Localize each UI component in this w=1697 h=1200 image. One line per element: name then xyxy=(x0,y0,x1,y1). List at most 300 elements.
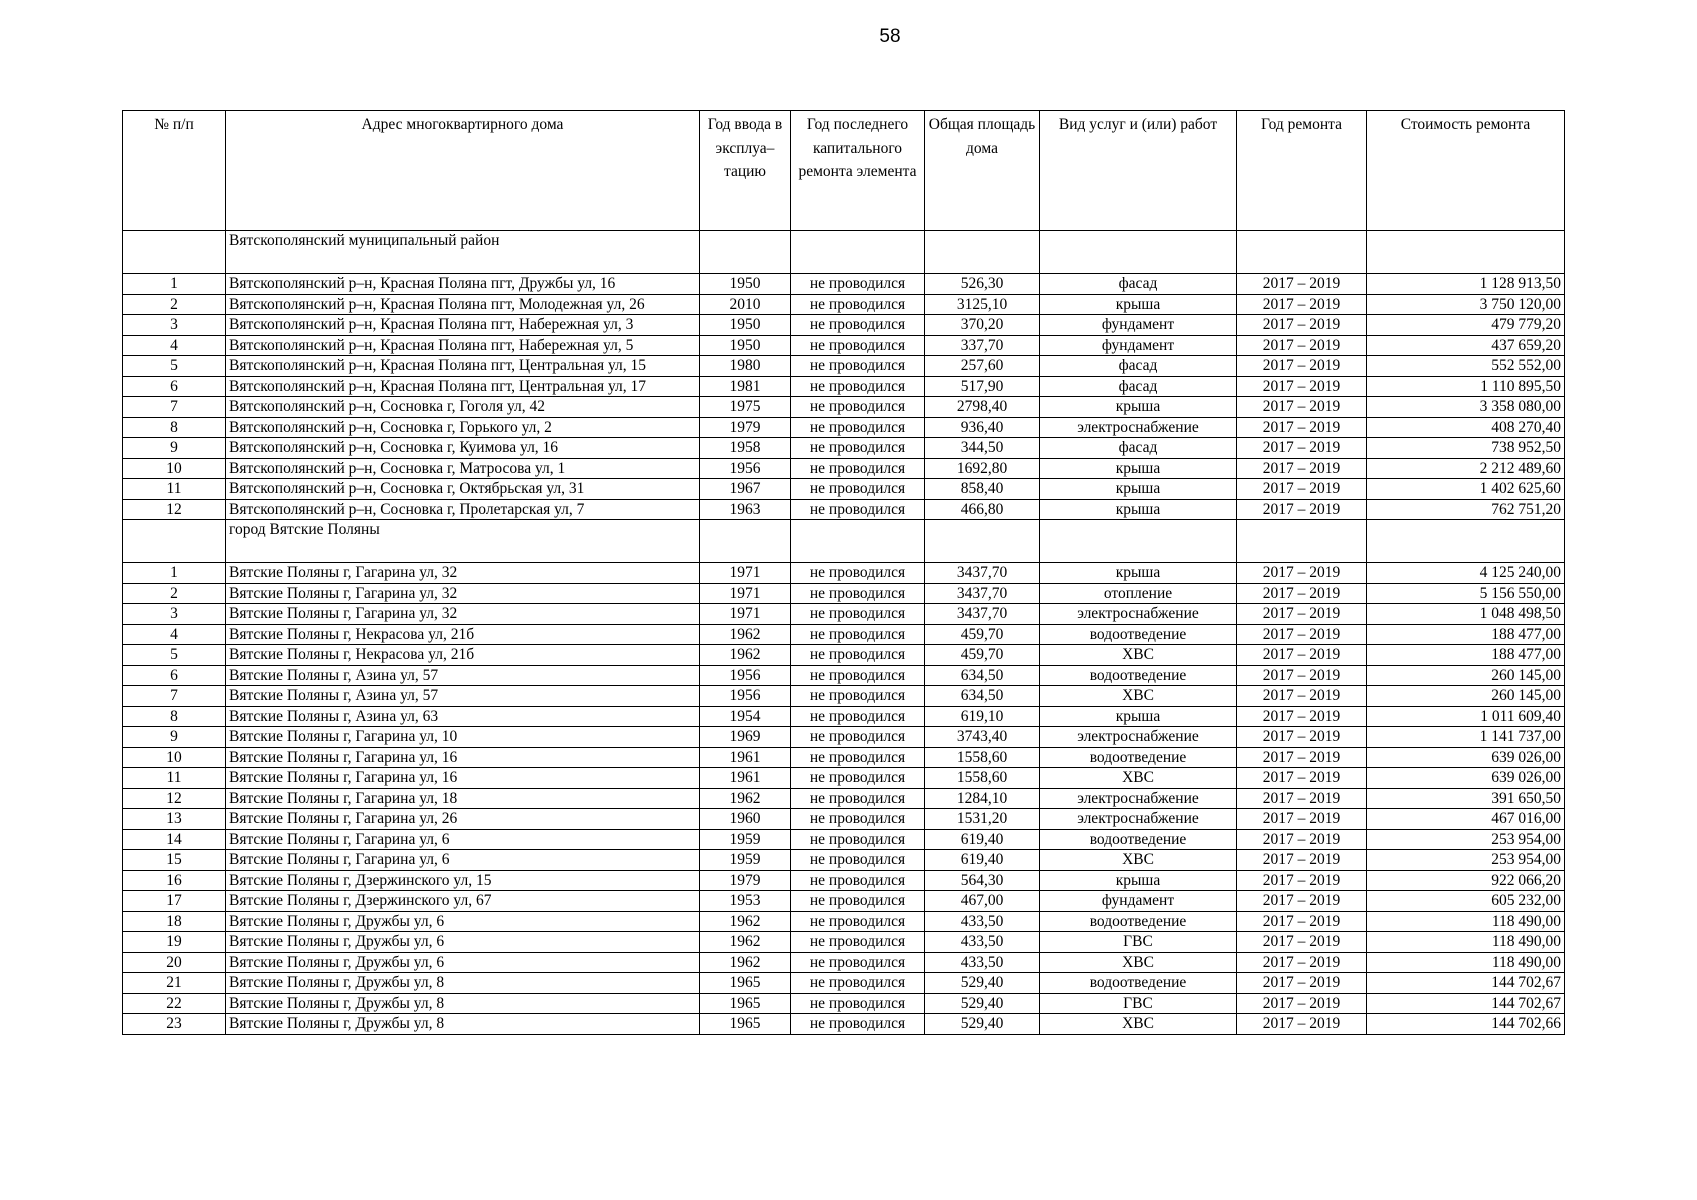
cell-last-repair-year: не проводился xyxy=(791,829,925,850)
cell-service-type: ГВС xyxy=(1040,993,1237,1014)
section-empty-cell xyxy=(700,520,791,563)
cell-number: 4 xyxy=(123,335,226,356)
section-empty-cell xyxy=(925,520,1040,563)
cell-last-repair-year: не проводился xyxy=(791,809,925,830)
table-row xyxy=(123,645,1565,666)
table-row xyxy=(123,438,1565,459)
cell-number: 5 xyxy=(123,356,226,377)
cell-service-type: фундамент xyxy=(1040,315,1237,336)
cell-number: 14 xyxy=(123,829,226,850)
cell-service-type: электроснабжение xyxy=(1040,788,1237,809)
cell-repair-year: 2017 – 2019 xyxy=(1237,727,1367,748)
cell-repair-cost: 260 145,00 xyxy=(1367,686,1565,707)
cell-address: Вятские Поляны г, Гагарина ул, 32 xyxy=(226,604,700,625)
cell-repair-cost: 3 358 080,00 xyxy=(1367,397,1565,418)
cell-address: Вятские Поляны г, Гагарина ул, 26 xyxy=(226,809,700,830)
cell-repair-year: 2017 – 2019 xyxy=(1237,870,1367,891)
cell-address: Вятскополянский р–н, Сосновка г, Октябрьская ул, 31 xyxy=(226,479,700,500)
cell-total-area: 3743,40 xyxy=(925,727,1040,748)
cell-total-area: 858,40 xyxy=(925,479,1040,500)
cell-commission-year: 1961 xyxy=(700,768,791,789)
cell-service-type: крыша xyxy=(1040,294,1237,315)
cell-commission-year: 1956 xyxy=(700,686,791,707)
cell-repair-cost: 253 954,00 xyxy=(1367,850,1565,871)
cell-repair-year: 2017 – 2019 xyxy=(1237,335,1367,356)
section-row xyxy=(123,231,1565,274)
section-row xyxy=(123,520,1565,563)
cell-total-area: 619,40 xyxy=(925,850,1040,871)
cell-last-repair-year: не проводился xyxy=(791,850,925,871)
table-row xyxy=(123,788,1565,809)
cell-total-area: 257,60 xyxy=(925,356,1040,377)
cell-address: Вятские Поляны г, Гагарина ул, 6 xyxy=(226,829,700,850)
cell-total-area: 433,50 xyxy=(925,952,1040,973)
cell-commission-year: 1953 xyxy=(700,891,791,912)
cell-commission-year: 1971 xyxy=(700,583,791,604)
cell-address: Вятские Поляны г, Некрасова ул, 21б xyxy=(226,624,700,645)
cell-last-repair-year: не проводился xyxy=(791,706,925,727)
cell-total-area: 517,90 xyxy=(925,376,1040,397)
cell-number: 8 xyxy=(123,706,226,727)
cell-number: 11 xyxy=(123,768,226,789)
cell-number: 20 xyxy=(123,952,226,973)
cell-commission-year: 1965 xyxy=(700,1014,791,1035)
cell-service-type: крыша xyxy=(1040,458,1237,479)
cell-address: Вятскополянский р–н, Красная Поляна пгт, Набережная ул, 3 xyxy=(226,315,700,336)
cell-service-type: электроснабжение xyxy=(1040,809,1237,830)
cell-total-area: 466,80 xyxy=(925,499,1040,520)
cell-address: Вятские Поляны г, Дзержинского ул, 67 xyxy=(226,891,700,912)
cell-repair-year: 2017 – 2019 xyxy=(1237,417,1367,438)
cell-total-area: 3437,70 xyxy=(925,563,1040,584)
cell-service-type: крыша xyxy=(1040,563,1237,584)
cell-repair-cost: 188 477,00 xyxy=(1367,645,1565,666)
cell-repair-cost: 4 125 240,00 xyxy=(1367,563,1565,584)
cell-last-repair-year: не проводился xyxy=(791,294,925,315)
cell-repair-cost: 118 490,00 xyxy=(1367,911,1565,932)
cell-total-area: 634,50 xyxy=(925,665,1040,686)
cell-number: 9 xyxy=(123,727,226,748)
cell-number: 10 xyxy=(123,747,226,768)
cell-number: 1 xyxy=(123,563,226,584)
cell-last-repair-year: не проводился xyxy=(791,583,925,604)
cell-commission-year: 1962 xyxy=(700,952,791,973)
cell-repair-year: 2017 – 2019 xyxy=(1237,973,1367,994)
cell-repair-year: 2017 – 2019 xyxy=(1237,645,1367,666)
cell-repair-year: 2017 – 2019 xyxy=(1237,604,1367,625)
cell-last-repair-year: не проводился xyxy=(791,911,925,932)
table-row xyxy=(123,829,1565,850)
cell-service-type: ХВС xyxy=(1040,952,1237,973)
cell-address: Вятские Поляны г, Дружбы ул, 6 xyxy=(226,952,700,973)
cell-address: Вятские Поляны г, Азина ул, 57 xyxy=(226,665,700,686)
cell-repair-year: 2017 – 2019 xyxy=(1237,932,1367,953)
cell-address: Вятские Поляны г, Гагарина ул, 18 xyxy=(226,788,700,809)
section-empty-cell xyxy=(1367,520,1565,563)
cell-total-area: 1284,10 xyxy=(925,788,1040,809)
cell-commission-year: 1961 xyxy=(700,747,791,768)
table-row xyxy=(123,376,1565,397)
cell-total-area: 564,30 xyxy=(925,870,1040,891)
cell-address: Вятские Поляны г, Дружбы ул, 6 xyxy=(226,911,700,932)
cell-commission-year: 2010 xyxy=(700,294,791,315)
table-row xyxy=(123,686,1565,707)
cell-address: Вятские Поляны г, Некрасова ул, 21б xyxy=(226,645,700,666)
cell-address: Вятские Поляны г, Гагарина ул, 10 xyxy=(226,727,700,748)
section-empty-cell xyxy=(1040,520,1237,563)
cell-service-type: крыша xyxy=(1040,706,1237,727)
cell-repair-cost: 922 066,20 xyxy=(1367,870,1565,891)
cell-repair-year: 2017 – 2019 xyxy=(1237,993,1367,1014)
cell-repair-year: 2017 – 2019 xyxy=(1237,891,1367,912)
section-empty-cell xyxy=(791,231,925,274)
cell-service-type: водоотведение xyxy=(1040,911,1237,932)
table-row xyxy=(123,952,1565,973)
table-row xyxy=(123,973,1565,994)
cell-total-area: 1531,20 xyxy=(925,809,1040,830)
cell-last-repair-year: не проводился xyxy=(791,315,925,336)
cell-total-area: 433,50 xyxy=(925,932,1040,953)
table-row xyxy=(123,356,1565,377)
cell-number: 10 xyxy=(123,458,226,479)
cell-service-type: электроснабжение xyxy=(1040,417,1237,438)
cell-number: 12 xyxy=(123,788,226,809)
section-empty-cell xyxy=(1367,231,1565,274)
cell-commission-year: 1959 xyxy=(700,829,791,850)
cell-service-type: ХВС xyxy=(1040,1014,1237,1035)
cell-total-area: 344,50 xyxy=(925,438,1040,459)
cell-repair-cost: 1 141 737,00 xyxy=(1367,727,1565,748)
cell-address: Вятскополянский р–н, Сосновка г, Куимова ул, 16 xyxy=(226,438,700,459)
cell-total-area: 619,10 xyxy=(925,706,1040,727)
repair-register-table xyxy=(122,110,1565,1035)
cell-commission-year: 1962 xyxy=(700,788,791,809)
cell-commission-year: 1950 xyxy=(700,274,791,295)
cell-number: 15 xyxy=(123,850,226,871)
table-row xyxy=(123,727,1565,748)
cell-commission-year: 1969 xyxy=(700,727,791,748)
cell-repair-cost: 1 128 913,50 xyxy=(1367,274,1565,295)
cell-total-area: 529,40 xyxy=(925,1014,1040,1035)
cell-commission-year: 1962 xyxy=(700,645,791,666)
cell-number: 3 xyxy=(123,604,226,625)
cell-address: Вятскополянский р–н, Красная Поляна пгт, Набережная ул, 5 xyxy=(226,335,700,356)
cell-commission-year: 1975 xyxy=(700,397,791,418)
cell-number: 7 xyxy=(123,397,226,418)
table-row xyxy=(123,1014,1565,1035)
cell-commission-year: 1950 xyxy=(700,335,791,356)
cell-number: 11 xyxy=(123,479,226,500)
cell-service-type: водоотведение xyxy=(1040,747,1237,768)
cell-last-repair-year: не проводился xyxy=(791,438,925,459)
cell-address: Вятские Поляны г, Гагарина ул, 16 xyxy=(226,768,700,789)
cell-repair-year: 2017 – 2019 xyxy=(1237,829,1367,850)
cell-repair-year: 2017 – 2019 xyxy=(1237,479,1367,500)
cell-repair-year: 2017 – 2019 xyxy=(1237,850,1367,871)
cell-commission-year: 1971 xyxy=(700,563,791,584)
cell-last-repair-year: не проводился xyxy=(791,788,925,809)
cell-repair-year: 2017 – 2019 xyxy=(1237,356,1367,377)
cell-commission-year: 1980 xyxy=(700,356,791,377)
header-commission-year: Год ввода в эксплуа– тацию xyxy=(700,111,791,231)
header-repair-year: Год ремонта xyxy=(1237,111,1367,231)
cell-number: 3 xyxy=(123,315,226,336)
cell-total-area: 459,70 xyxy=(925,645,1040,666)
cell-last-repair-year: не проводился xyxy=(791,727,925,748)
cell-number: 23 xyxy=(123,1014,226,1035)
cell-address: Вятские Поляны г, Дзержинского ул, 15 xyxy=(226,870,700,891)
cell-service-type: ХВС xyxy=(1040,850,1237,871)
header-number: № п/п xyxy=(123,111,226,231)
cell-service-type: фасад xyxy=(1040,274,1237,295)
cell-repair-cost: 738 952,50 xyxy=(1367,438,1565,459)
cell-total-area: 3437,70 xyxy=(925,583,1040,604)
cell-total-area: 3125,10 xyxy=(925,294,1040,315)
cell-commission-year: 1960 xyxy=(700,809,791,830)
cell-last-repair-year: не проводился xyxy=(791,274,925,295)
table-row xyxy=(123,993,1565,1014)
table-row xyxy=(123,563,1565,584)
table-row xyxy=(123,911,1565,932)
cell-address: Вятскополянский р–н, Сосновка г, Матросова ул, 1 xyxy=(226,458,700,479)
cell-last-repair-year: не проводился xyxy=(791,768,925,789)
cell-address: Вятские Поляны г, Гагарина ул, 32 xyxy=(226,563,700,584)
cell-repair-cost: 605 232,00 xyxy=(1367,891,1565,912)
cell-number: 4 xyxy=(123,624,226,645)
cell-repair-year: 2017 – 2019 xyxy=(1237,583,1367,604)
table-row xyxy=(123,417,1565,438)
cell-commission-year: 1979 xyxy=(700,417,791,438)
cell-service-type: ХВС xyxy=(1040,645,1237,666)
cell-service-type: фундамент xyxy=(1040,891,1237,912)
table-row xyxy=(123,335,1565,356)
table-row xyxy=(123,870,1565,891)
cell-repair-year: 2017 – 2019 xyxy=(1237,397,1367,418)
cell-last-repair-year: не проводился xyxy=(791,417,925,438)
cell-number: 2 xyxy=(123,583,226,604)
cell-number: 21 xyxy=(123,973,226,994)
section-empty-cell xyxy=(123,231,226,274)
cell-repair-year: 2017 – 2019 xyxy=(1237,274,1367,295)
cell-service-type: водоотведение xyxy=(1040,829,1237,850)
cell-last-repair-year: не проводился xyxy=(791,952,925,973)
cell-number: 8 xyxy=(123,417,226,438)
cell-address: Вятские Поляны г, Дружбы ул, 8 xyxy=(226,973,700,994)
cell-repair-cost: 408 270,40 xyxy=(1367,417,1565,438)
cell-number: 7 xyxy=(123,686,226,707)
cell-service-type: фасад xyxy=(1040,438,1237,459)
cell-number: 2 xyxy=(123,294,226,315)
cell-repair-cost: 5 156 550,00 xyxy=(1367,583,1565,604)
header-total-area: Общая площадь дома xyxy=(925,111,1040,231)
section-title: город Вятские Поляны xyxy=(226,520,700,563)
cell-repair-year: 2017 – 2019 xyxy=(1237,706,1367,727)
cell-repair-cost: 2 212 489,60 xyxy=(1367,458,1565,479)
cell-total-area: 619,40 xyxy=(925,829,1040,850)
cell-repair-cost: 144 702,67 xyxy=(1367,993,1565,1014)
cell-repair-cost: 260 145,00 xyxy=(1367,665,1565,686)
cell-address: Вятскополянский р–н, Сосновка г, Горького ул, 2 xyxy=(226,417,700,438)
cell-last-repair-year: не проводился xyxy=(791,397,925,418)
cell-service-type: водоотведение xyxy=(1040,973,1237,994)
cell-service-type: фундамент xyxy=(1040,335,1237,356)
cell-total-area: 1558,60 xyxy=(925,747,1040,768)
cell-repair-cost: 1 402 625,60 xyxy=(1367,479,1565,500)
cell-repair-year: 2017 – 2019 xyxy=(1237,1014,1367,1035)
cell-total-area: 3437,70 xyxy=(925,604,1040,625)
table-row xyxy=(123,583,1565,604)
table-row xyxy=(123,479,1565,500)
cell-last-repair-year: не проводился xyxy=(791,563,925,584)
cell-number: 9 xyxy=(123,438,226,459)
cell-address: Вятскополянский р–н, Красная Поляна пгт, Центральная ул, 15 xyxy=(226,356,700,377)
cell-number: 17 xyxy=(123,891,226,912)
cell-total-area: 634,50 xyxy=(925,686,1040,707)
cell-total-area: 459,70 xyxy=(925,624,1040,645)
cell-last-repair-year: не проводился xyxy=(791,604,925,625)
section-empty-cell xyxy=(1237,520,1367,563)
cell-last-repair-year: не проводился xyxy=(791,1014,925,1035)
table-row xyxy=(123,932,1565,953)
cell-total-area: 1692,80 xyxy=(925,458,1040,479)
cell-repair-year: 2017 – 2019 xyxy=(1237,376,1367,397)
section-empty-cell xyxy=(700,231,791,274)
cell-commission-year: 1971 xyxy=(700,604,791,625)
cell-repair-cost: 1 011 609,40 xyxy=(1367,706,1565,727)
table-row xyxy=(123,315,1565,336)
cell-number: 13 xyxy=(123,809,226,830)
table-row xyxy=(123,706,1565,727)
header-last-repair-year: Год последнего капитального ремонта элемента xyxy=(791,111,925,231)
cell-service-type: ГВС xyxy=(1040,932,1237,953)
header-repair-cost: Стоимость ремонта xyxy=(1367,111,1565,231)
cell-repair-cost: 467 016,00 xyxy=(1367,809,1565,830)
cell-repair-cost: 762 751,20 xyxy=(1367,499,1565,520)
table-row xyxy=(123,891,1565,912)
cell-commission-year: 1962 xyxy=(700,911,791,932)
cell-repair-year: 2017 – 2019 xyxy=(1237,911,1367,932)
cell-service-type: крыша xyxy=(1040,397,1237,418)
cell-commission-year: 1965 xyxy=(700,973,791,994)
cell-repair-year: 2017 – 2019 xyxy=(1237,788,1367,809)
cell-last-repair-year: не проводился xyxy=(791,335,925,356)
cell-repair-cost: 144 702,67 xyxy=(1367,973,1565,994)
cell-commission-year: 1962 xyxy=(700,624,791,645)
table-row xyxy=(123,768,1565,789)
cell-repair-cost: 118 490,00 xyxy=(1367,952,1565,973)
page-number: 58 xyxy=(879,26,901,47)
cell-repair-cost: 639 026,00 xyxy=(1367,747,1565,768)
cell-address: Вятскополянский р–н, Сосновка г, Гоголя ул, 42 xyxy=(226,397,700,418)
cell-address: Вятскополянский р–н, Сосновка г, Пролетарская ул, 7 xyxy=(226,499,700,520)
cell-total-area: 936,40 xyxy=(925,417,1040,438)
cell-repair-cost: 253 954,00 xyxy=(1367,829,1565,850)
table-row xyxy=(123,499,1565,520)
cell-repair-year: 2017 – 2019 xyxy=(1237,315,1367,336)
cell-last-repair-year: не проводился xyxy=(791,499,925,520)
table-row xyxy=(123,458,1565,479)
section-empty-cell xyxy=(1040,231,1237,274)
cell-service-type: отопление xyxy=(1040,583,1237,604)
cell-total-area: 433,50 xyxy=(925,911,1040,932)
cell-repair-year: 2017 – 2019 xyxy=(1237,294,1367,315)
cell-last-repair-year: не проводился xyxy=(791,624,925,645)
table-row xyxy=(123,850,1565,871)
cell-commission-year: 1979 xyxy=(700,870,791,891)
cell-repair-cost: 144 702,66 xyxy=(1367,1014,1565,1035)
cell-commission-year: 1963 xyxy=(700,499,791,520)
cell-number: 19 xyxy=(123,932,226,953)
cell-address: Вятские Поляны г, Дружбы ул, 6 xyxy=(226,932,700,953)
cell-number: 5 xyxy=(123,645,226,666)
cell-commission-year: 1965 xyxy=(700,993,791,1014)
cell-repair-year: 2017 – 2019 xyxy=(1237,809,1367,830)
cell-address: Вятские Поляны г, Дружбы ул, 8 xyxy=(226,1014,700,1035)
cell-total-area: 529,40 xyxy=(925,993,1040,1014)
table-row xyxy=(123,809,1565,830)
cell-total-area: 337,70 xyxy=(925,335,1040,356)
cell-number: 6 xyxy=(123,376,226,397)
cell-total-area: 529,40 xyxy=(925,973,1040,994)
cell-repair-cost: 391 650,50 xyxy=(1367,788,1565,809)
cell-repair-cost: 639 026,00 xyxy=(1367,768,1565,789)
table-row xyxy=(123,624,1565,645)
cell-repair-year: 2017 – 2019 xyxy=(1237,499,1367,520)
cell-last-repair-year: не проводился xyxy=(791,870,925,891)
cell-service-type: ХВС xyxy=(1040,686,1237,707)
cell-repair-cost: 118 490,00 xyxy=(1367,932,1565,953)
cell-commission-year: 1959 xyxy=(700,850,791,871)
cell-repair-cost: 552 552,00 xyxy=(1367,356,1565,377)
cell-address: Вятские Поляны г, Азина ул, 63 xyxy=(226,706,700,727)
cell-last-repair-year: не проводился xyxy=(791,479,925,500)
cell-last-repair-year: не проводился xyxy=(791,686,925,707)
cell-service-type: водоотведение xyxy=(1040,665,1237,686)
cell-last-repair-year: не проводился xyxy=(791,376,925,397)
table-row xyxy=(123,294,1565,315)
table-header-row xyxy=(123,111,1565,231)
cell-last-repair-year: не проводился xyxy=(791,993,925,1014)
cell-service-type: электроснабжение xyxy=(1040,727,1237,748)
cell-address: Вятскополянский р–н, Красная Поляна пгт, Дружбы ул, 16 xyxy=(226,274,700,295)
cell-repair-year: 2017 – 2019 xyxy=(1237,768,1367,789)
cell-number: 12 xyxy=(123,499,226,520)
cell-repair-cost: 437 659,20 xyxy=(1367,335,1565,356)
cell-service-type: электроснабжение xyxy=(1040,604,1237,625)
cell-last-repair-year: не проводился xyxy=(791,665,925,686)
cell-last-repair-year: не проводился xyxy=(791,891,925,912)
cell-number: 16 xyxy=(123,870,226,891)
section-empty-cell xyxy=(123,520,226,563)
cell-last-repair-year: не проводился xyxy=(791,356,925,377)
section-empty-cell xyxy=(1237,231,1367,274)
section-empty-cell xyxy=(925,231,1040,274)
cell-address: Вятские Поляны г, Гагарина ул, 6 xyxy=(226,850,700,871)
cell-last-repair-year: не проводился xyxy=(791,458,925,479)
cell-service-type: крыша xyxy=(1040,499,1237,520)
cell-total-area: 370,20 xyxy=(925,315,1040,336)
cell-repair-cost: 1 110 895,50 xyxy=(1367,376,1565,397)
cell-address: Вятские Поляны г, Гагарина ул, 32 xyxy=(226,583,700,604)
cell-commission-year: 1981 xyxy=(700,376,791,397)
cell-last-repair-year: не проводился xyxy=(791,747,925,768)
cell-address: Вятские Поляны г, Дружбы ул, 8 xyxy=(226,993,700,1014)
cell-number: 6 xyxy=(123,665,226,686)
cell-repair-year: 2017 – 2019 xyxy=(1237,563,1367,584)
cell-repair-year: 2017 – 2019 xyxy=(1237,665,1367,686)
header-service-type: Вид услуг и (или) работ xyxy=(1040,111,1237,231)
cell-address: Вятскополянский р–н, Красная Поляна пгт, Центральная ул, 17 xyxy=(226,376,700,397)
